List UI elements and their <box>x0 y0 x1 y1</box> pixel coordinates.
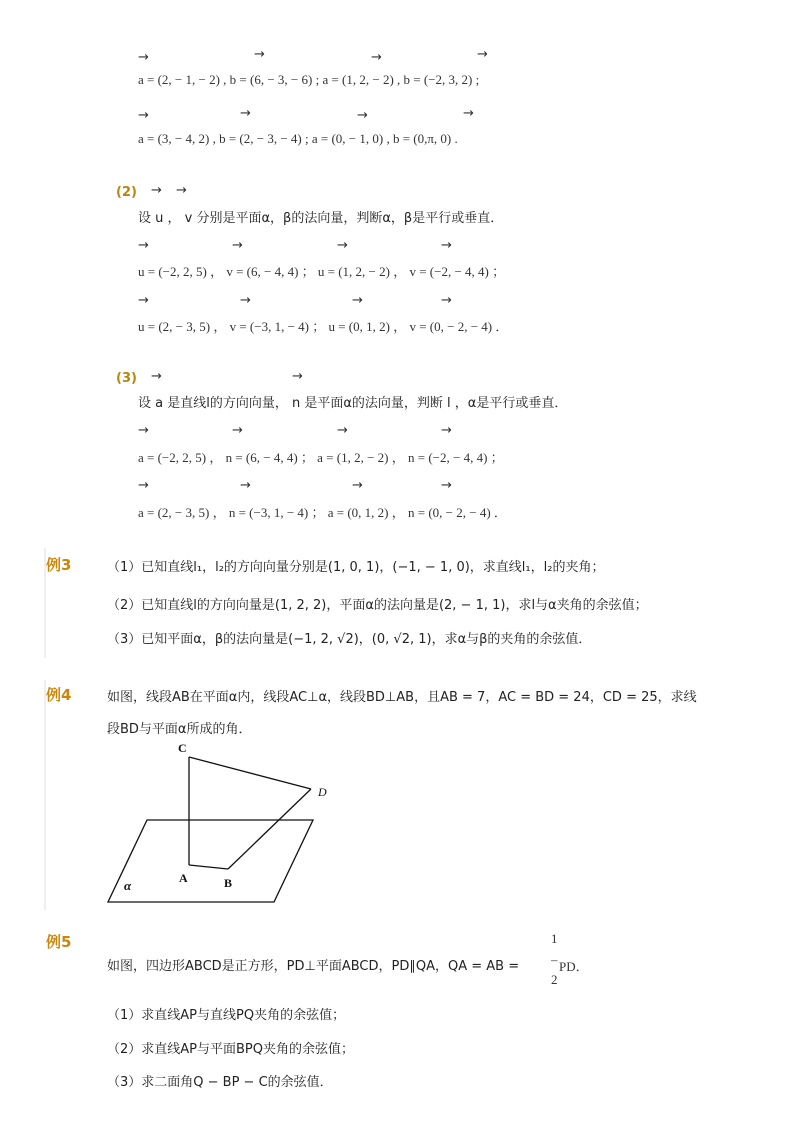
vector-arrow: → <box>138 108 149 123</box>
plane-label-alpha: α <box>124 878 132 893</box>
equation-row: u = (2, − 3, 5) ， v = (−3, 1, − 4) ； u = (0, 1, 2) ， v = (0, − 2, − 4) ． <box>138 319 509 334</box>
vector-arrow: → <box>337 238 348 253</box>
vector-arrow: → <box>254 47 265 62</box>
vector-arrow: → <box>352 293 363 308</box>
vector-arrow: → <box>138 293 149 308</box>
example-item: （1）已知直线l₁，l₂的方向向量分别是(1, 0, 1)，(−1, − 1, 0)，求直线l₁，l₂的夹角； <box>107 560 605 575</box>
equation-row: u = (−2, 2, 5) ， v = (6, − 4, 4) ； u = (1, 2, − 2) ， v = (−2, − 4, 4) ； <box>138 264 506 279</box>
segment-cd <box>189 757 311 789</box>
equation-row: a = (2, − 1, − 2) , b = (6, − 3, − 6) ; a = (1, 2, − 2) , b = (−2, 3, 2) ; <box>138 72 480 87</box>
question-statement: 设 u ， v 分别是平面α，β的法向量，判断α，β是平行或垂直． <box>138 211 504 226</box>
equation-row: a = (3, − 4, 2) , b = (2, − 3, − 4) ; a = (0, − 1, 0) , b = (0,π, 0) . <box>138 131 458 146</box>
example-item: （2）求直线AP与平面BPQ夹角的余弦值； <box>107 1042 354 1057</box>
vector-arrow: → <box>441 293 452 308</box>
vector-arrow: → <box>138 50 149 65</box>
equation-row: a = (2, − 3, 5) ， n = (−3, 1, − 4) ； a = (0, 1, 2) ， n = (0, − 2, − 4) ． <box>138 505 507 520</box>
vector-arrow: → <box>463 106 474 121</box>
segment-ab <box>189 865 228 869</box>
example-label: 例5 <box>46 933 72 951</box>
vector-arrow: → <box>441 478 452 493</box>
vector-arrow: → <box>232 238 243 253</box>
vector-arrow: → <box>232 423 243 438</box>
point-label-b: B <box>224 876 233 890</box>
fraction-denominator: 2 <box>551 972 558 987</box>
sub-question-label: (3) <box>116 371 137 386</box>
equation-row: a = (−2, 2, 5) ， n = (6, − 4, 4) ； a = (1, 2, − 2) ， n = (−2, − 4, 4) ； <box>138 450 504 465</box>
sub-question-label: (2) <box>116 185 137 200</box>
point-label-c: C <box>178 741 187 755</box>
vector-arrow: → <box>240 478 251 493</box>
plane-alpha <box>108 820 313 902</box>
point-label-a: A <box>179 871 188 885</box>
vector-arrow: → <box>240 106 251 121</box>
example-label: 例4 <box>46 686 72 704</box>
vector-arrow: → <box>352 478 363 493</box>
segment-db <box>228 789 311 869</box>
problem-text: 如图，线段AB在平面α内，线段AC⊥α，线段BD⊥AB，且AB = 7，AC = BD = 24，CD = 25，求线 <box>107 690 697 705</box>
vector-arrow: → <box>441 423 452 438</box>
vector-arrow: → <box>292 369 303 384</box>
vector-arrow: → <box>477 47 488 62</box>
fraction-bar: – <box>551 952 558 967</box>
vector-arrow: → <box>151 183 162 198</box>
example-label: 例3 <box>46 556 72 574</box>
vector-arrow: → <box>337 423 348 438</box>
vector-arrow: → <box>357 108 368 123</box>
vector-arrow: → <box>138 478 149 493</box>
question-statement: 设 a 是直线l的方向向量， n 是平面α的法向量，判断 l ，α是平行或垂直． <box>138 396 568 411</box>
example-item: （2）已知直线l的方向向量是(1, 2, 2)，平面α的法向量是(2, − 1, 1)，求l与α夹角的余弦值； <box>107 598 648 613</box>
problem-text: 段BD与平面α所成的角． <box>107 722 252 737</box>
vector-arrow: → <box>441 238 452 253</box>
example-item: （3）求二面角Q − BP − C的余弦值． <box>107 1075 333 1090</box>
vector-arrow: → <box>151 369 162 384</box>
fraction-numerator: 1 <box>551 931 558 946</box>
example-item: （1）求直线AP与直线PQ夹角的余弦值； <box>107 1008 346 1023</box>
vector-arrow: → <box>138 423 149 438</box>
vector-arrow: → <box>176 183 187 198</box>
problem-text-tail: PD． <box>559 959 589 974</box>
point-label-d: D <box>318 785 327 799</box>
vector-arrow: → <box>371 50 382 65</box>
problem-text: 如图，四边形ABCD是正方形，PD⊥平面ABCD，PD∥QA，QA = AB = <box>107 959 520 974</box>
example-item: （3）已知平面α，β的法向量是(−1, 2, √2)，(0, √2, 1)，求α与β的夹角的余弦值． <box>107 632 592 647</box>
vector-arrow: → <box>138 238 149 253</box>
vector-arrow: → <box>240 293 251 308</box>
